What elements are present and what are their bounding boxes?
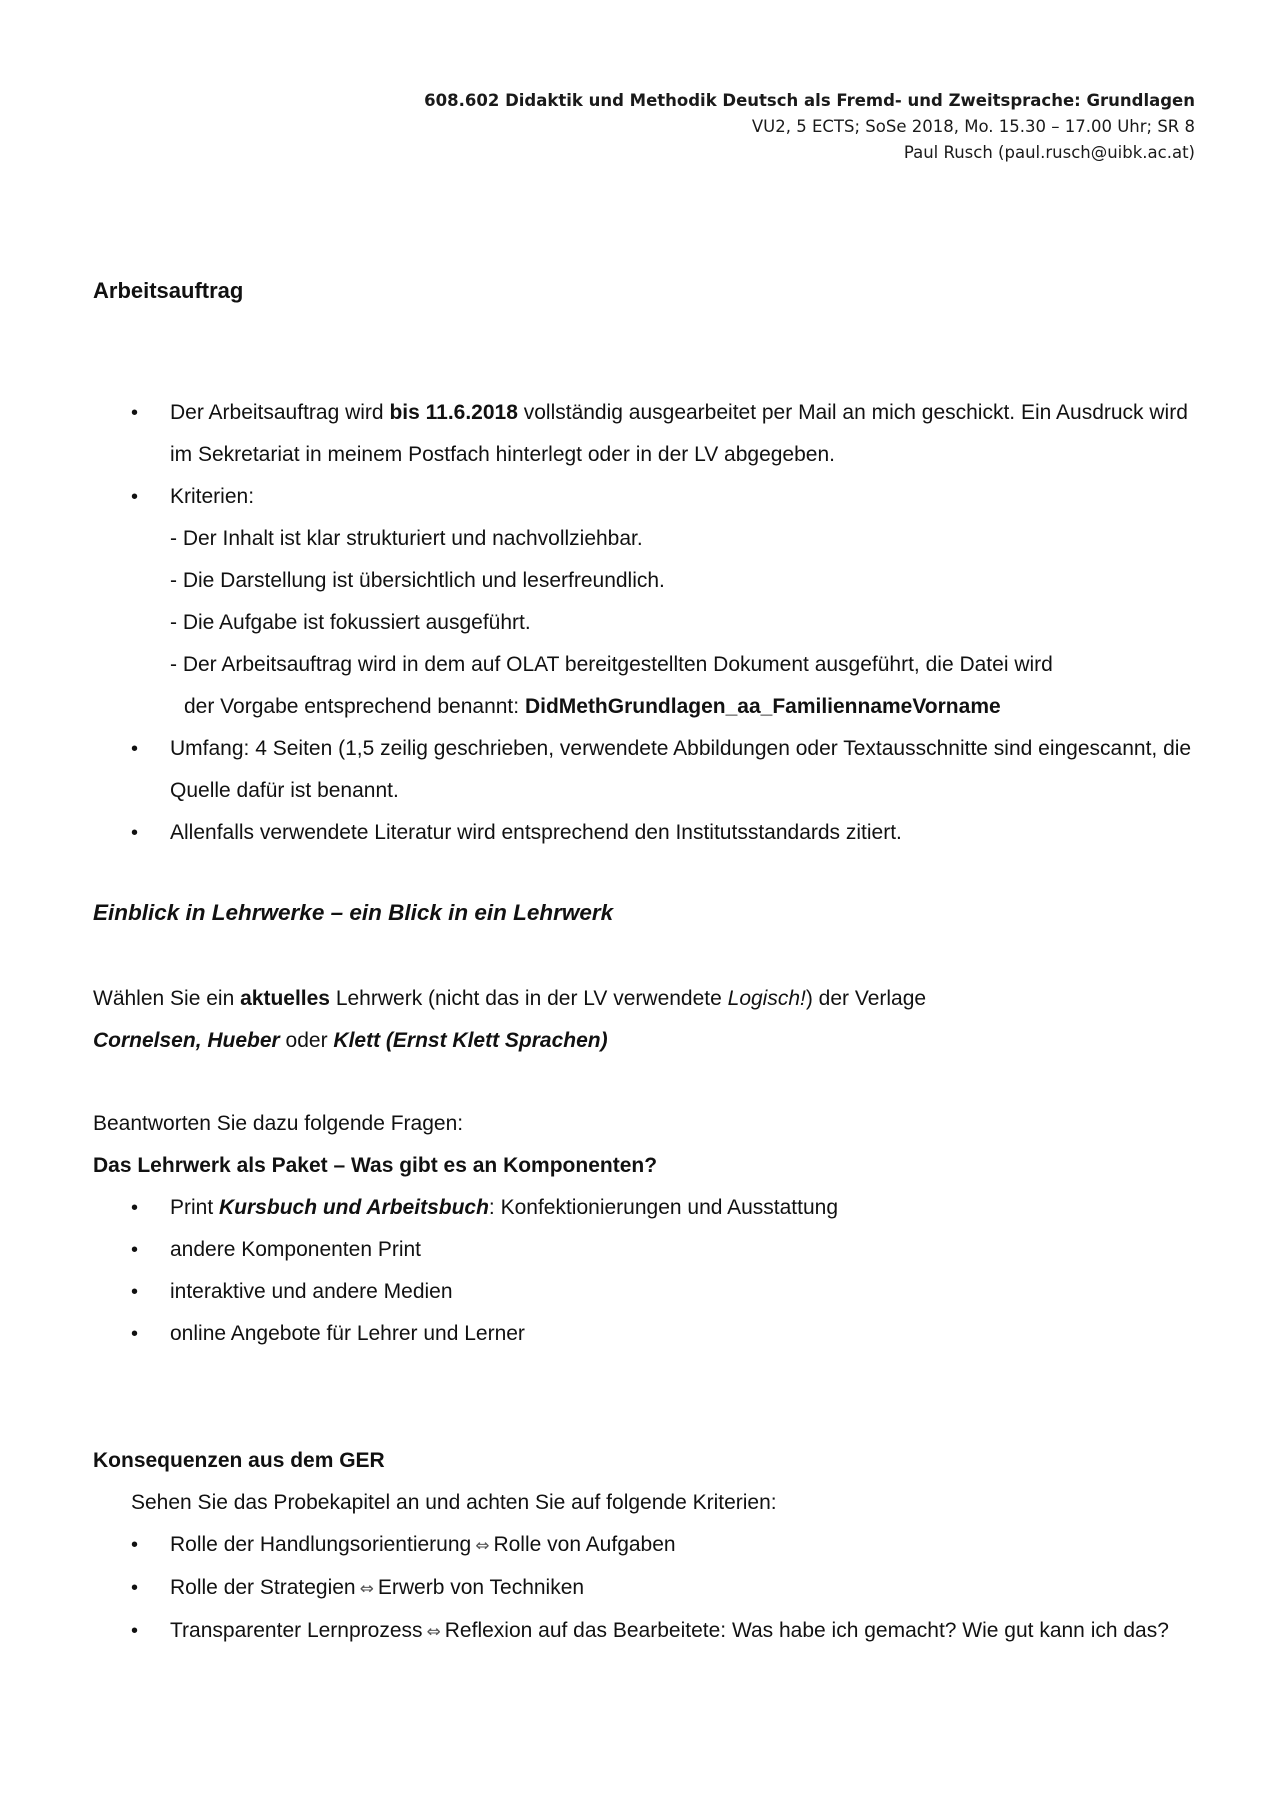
- list-item: [93, 1271, 1195, 1313]
- bullet-icon: •: [131, 822, 139, 844]
- criteria-label: Kriterien:: [170, 485, 255, 508]
- section-title-einblick: Einblick in Lehrwerke – ein Blick in ein Lehrwerk: [93, 900, 614, 925]
- text-segment: der Vorgabe entsprechend benannt:: [184, 695, 525, 718]
- course-title: 608.602 Didaktik und Methodik Deutsch als Fremd- und Zweitsprache: Grundlagen: [424, 91, 1195, 110]
- arbeitsauftrag-list: [93, 392, 1195, 854]
- text-segment: andere Komponenten Print: [170, 1238, 422, 1261]
- bullet-icon: •: [131, 1323, 139, 1345]
- bullet-icon: •: [131, 738, 139, 760]
- list-item: [93, 1313, 1195, 1355]
- text-segment: ) der Verlage: [805, 987, 927, 1010]
- bullet-icon: •: [131, 1281, 139, 1303]
- text-segment: Umfang: 4 Seiten (1,5 zeilig geschrieben, verwendete Abbildungen oder Textausschnitte sind eingescannt, die Quelle dafür ist benannt.: [170, 737, 1192, 802]
- text-segment: Der Arbeitsauftrag wird: [170, 401, 390, 424]
- bullet-icon: •: [131, 486, 139, 508]
- text-segment: online Angebote für Lehrer und Lerner: [170, 1322, 525, 1345]
- list-item: [93, 392, 1195, 476]
- text-segment: Lehrwerk (nicht das in der LV verwendete: [329, 987, 728, 1010]
- ger-intro: Sehen Sie das Probekapitel an und achten Sie auf folgende Kriterien:: [131, 1491, 777, 1514]
- text-segment: Print: [170, 1196, 220, 1219]
- instructor-contact: Paul Rusch (paul.rusch@uibk.ac.at): [903, 143, 1195, 162]
- deadline-text: bis 11.6.2018: [389, 401, 518, 424]
- einblick-paragraph: [93, 978, 1195, 1062]
- list-item: [93, 1524, 1195, 1567]
- double-arrow-icon: ⇔: [426, 1622, 441, 1642]
- textbook-name: Logisch!: [727, 987, 806, 1010]
- publisher-names: Klett (Ernst Klett Sprachen): [333, 1029, 608, 1052]
- list-item: [93, 1229, 1195, 1271]
- bullet-icon: •: [131, 1239, 139, 1261]
- list-item: [93, 728, 1195, 812]
- course-details: VU2, 5 ECTS; SoSe 2018, Mo. 15.30 – 17.00 Uhr; SR 8: [751, 117, 1195, 136]
- komponenten-list: [93, 1187, 1195, 1355]
- text-segment: vollständig ausgearbeitet per Mail an mich geschickt. Ein Ausdruck wird im Sekretariat in meinem Postfach hinterlegt oder in der LV abgegeben.: [170, 401, 1188, 466]
- text-segment: Erwerb von Techniken: [377, 1576, 585, 1599]
- text-segment: interaktive und andere Medien: [170, 1280, 453, 1303]
- subheading-komponenten: Das Lehrwerk als Paket – Was gibt es an Komponenten?: [93, 1154, 658, 1177]
- text-segment: Rolle der Handlungsorientierung: [170, 1533, 472, 1556]
- bullet-icon: •: [131, 1620, 139, 1642]
- emphasis-text: aktuelles: [240, 987, 330, 1010]
- section-title-ger: Konsequenzen aus dem GER: [93, 1449, 385, 1472]
- criterion-item: - Der Arbeitsauftrag wird in dem auf OLAT bereitgestellten Dokument ausgeführt, die Datei wird: [170, 653, 1053, 676]
- text-segment: Reflexion auf das Bearbeitete: Was habe ich gemacht? Wie gut kann ich das?: [444, 1619, 1169, 1642]
- list-item: [93, 1610, 1195, 1653]
- double-arrow-icon: ⇔: [475, 1536, 490, 1556]
- criterion-item: - Die Aufgabe ist fokussiert ausgeführt.: [170, 611, 531, 634]
- list-item: [93, 476, 1195, 728]
- bullet-icon: •: [131, 1534, 139, 1556]
- text-segment: Allenfalls verwendete Literatur wird entsprechend den Institutsstandards zitiert.: [170, 821, 902, 844]
- course-header: [424, 88, 1195, 166]
- text-segment: Wählen Sie ein: [93, 987, 241, 1010]
- bullet-icon: •: [131, 1577, 139, 1599]
- publisher-names: Cornelsen, Hueber: [93, 1029, 280, 1052]
- text-segment: Rolle von Aufgaben: [493, 1533, 676, 1556]
- criterion-item: - Die Darstellung ist übersichtlich und leserfreundlich.: [170, 569, 665, 592]
- text-segment: oder: [279, 1029, 334, 1052]
- text-segment: Rolle der Strategien: [170, 1576, 356, 1599]
- list-item: [93, 1567, 1195, 1610]
- criterion-item: - Der Inhalt ist klar strukturiert und nachvollziehbar.: [170, 527, 643, 550]
- double-arrow-icon: ⇔: [359, 1579, 374, 1599]
- criterion-continuation: [170, 686, 1195, 728]
- emphasis-text: Kursbuch und Arbeitsbuch: [219, 1196, 489, 1219]
- bullet-icon: •: [131, 402, 139, 424]
- text-segment: Transparenter Lernprozess: [170, 1619, 423, 1642]
- filename-pattern: DidMethGrundlagen_aa_FamiliennameVorname: [524, 695, 1001, 718]
- questions-intro: Beantworten Sie dazu folgende Fragen:: [93, 1112, 464, 1135]
- bullet-icon: •: [131, 1197, 139, 1219]
- text-segment: : Konfektionierungen und Ausstattung: [488, 1196, 839, 1219]
- list-item: [93, 1187, 1195, 1229]
- ger-list: [93, 1524, 1195, 1653]
- section-title-arbeitsauftrag: Arbeitsauftrag: [93, 278, 244, 303]
- list-item: [93, 812, 1195, 854]
